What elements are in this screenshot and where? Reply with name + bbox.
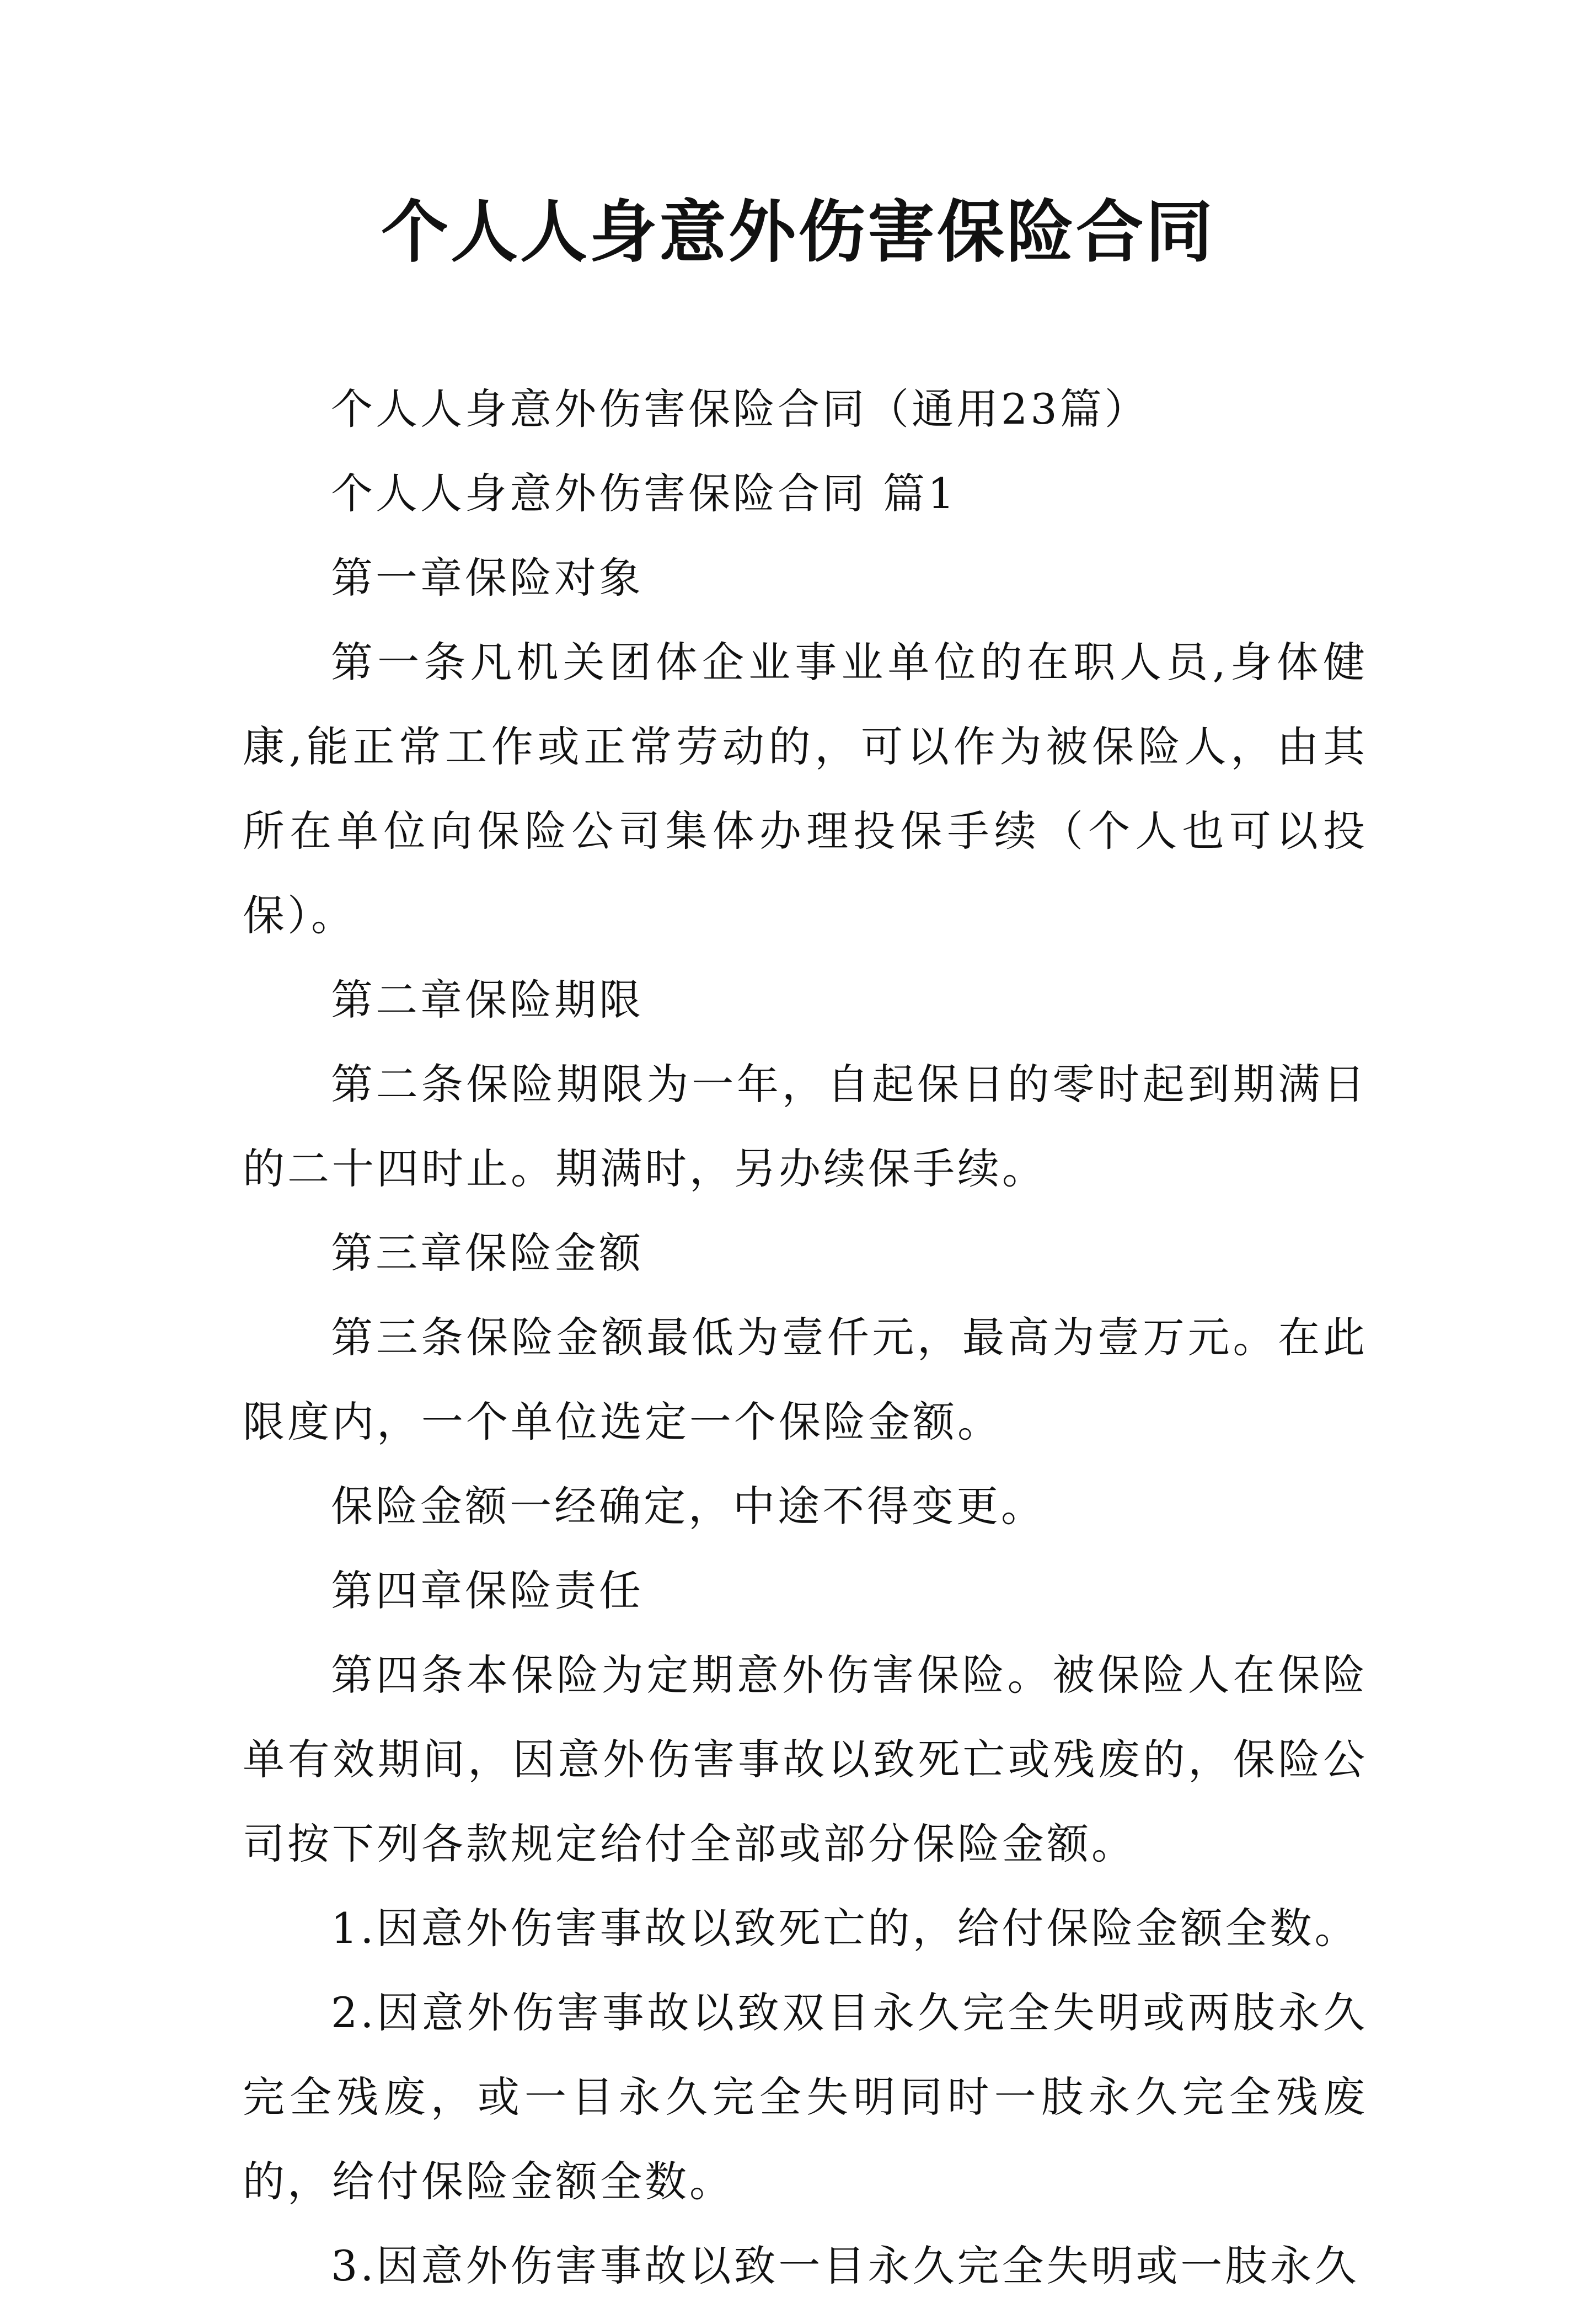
paragraph-section-title: 个人人身意外伤害保险合同 篇1	[331, 469, 957, 518]
document-title: 个人人身意外伤害保险合同	[381, 192, 1215, 271]
document-body	[243, 367, 1368, 2308]
paragraph-collection-title: 个人人身意外伤害保险合同（通用23篇）	[331, 384, 1149, 434]
paragraph-item-1: 1.因意外伤害事故以致死亡的，给付保险金额全数。	[331, 1904, 1359, 1953]
paragraph-article-3: 第三条保险金额最低为壹仟元，最高为壹万元。在此限度内，一个单位选定一个保险金额。	[243, 1313, 1368, 1446]
paragraph-chapter-3-heading: 第三章保险金额	[331, 1228, 644, 1278]
paragraph-chapter-1-heading: 第一章保险对象	[331, 553, 644, 602]
paragraph-article-2: 第二条保险期限为一年，自起保日的零时起到期满日的二十四时止。期满时，另办续保手续。	[243, 1060, 1368, 1193]
paragraph-chapter-2-heading: 第二章保险期限	[331, 975, 644, 1024]
paragraph-item-2: 2.因意外伤害事故以致双目永久完全失明或两肢永久完全残废，或一目永久完全失明同时一肢永久完全残废的，给付保险金额全数。	[243, 1988, 1368, 2206]
paragraph-chapter-4-heading: 第四章保险责任	[331, 1566, 644, 1615]
paragraph-article-4: 第四条本保险为定期意外伤害保险。被保险人在保险单有效期间，因意外伤害事故以致死亡或残废的，保险公司按下列各款规定给付全部或部分保险金额。	[243, 1650, 1368, 1868]
paragraph-item-3: 3.因意外伤害事故以致一目永久完全失明或一肢永久	[331, 2241, 1359, 2290]
paragraph-article-1: 第一条凡机关团体企业事业单位的在职人员,身体健康,能正常工作或正常劳动的，可以作为被保险人，由其所在单位向保险公司集体办理投保手续（个人也可以投保）。	[243, 638, 1368, 940]
paragraph-amount-note: 保险金额一经确定，中途不得变更。	[331, 1482, 1046, 1531]
